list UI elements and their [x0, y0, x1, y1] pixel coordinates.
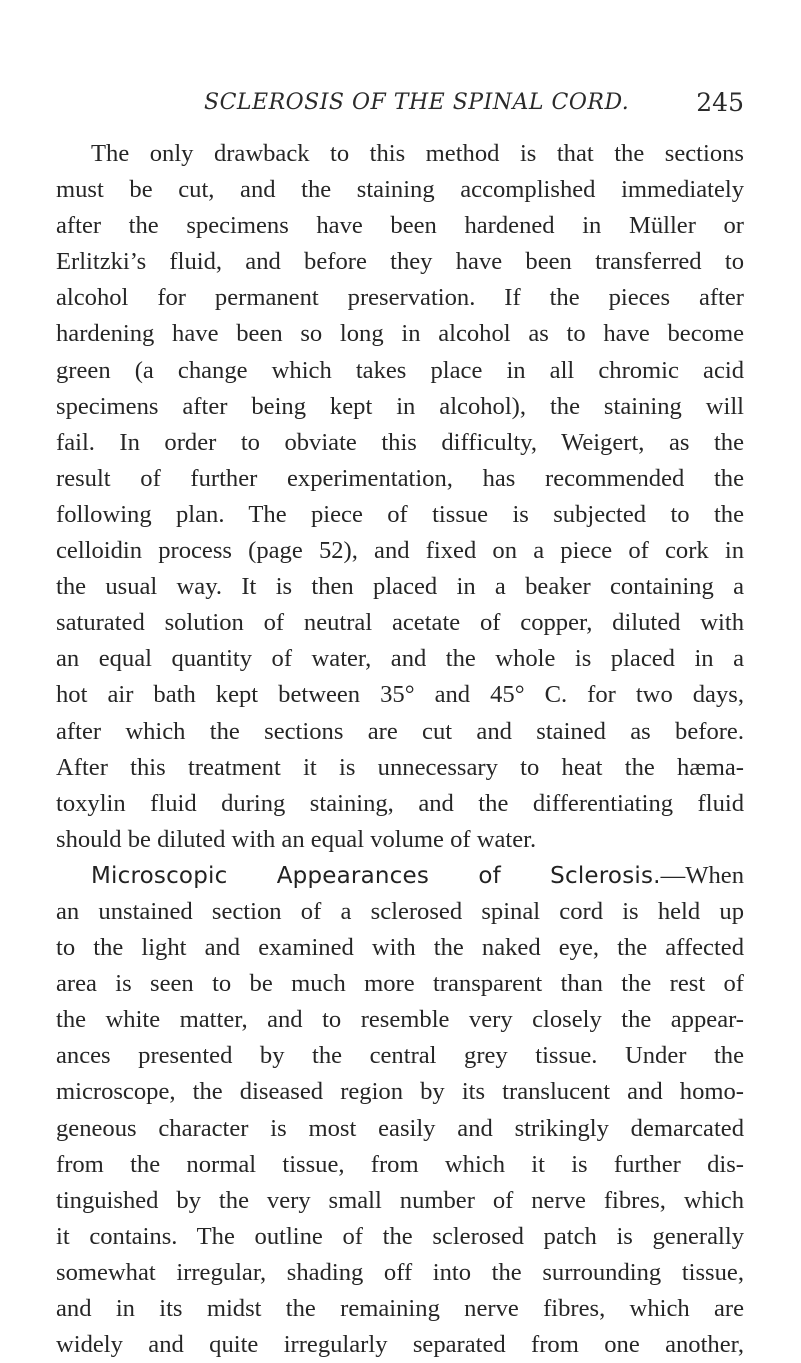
running-head	[204, 90, 744, 124]
text-line: After this treatment it is unnecessary to heat the hæma-	[56, 753, 744, 781]
text-line: green (a change which takes place in all chromic acid	[56, 356, 744, 384]
text-line: the white matter, and to resemble very closely the appear-	[56, 1006, 744, 1034]
text-line: celloidin process (page 52), and fixed on a piece of cork in	[56, 537, 744, 565]
running-title: SCLEROSIS OF THE SPINAL CORD.	[204, 90, 630, 115]
text-line: fail. In order to obviate this difficulty, Weigert, as the	[56, 428, 744, 456]
text-line: alcohol for permanent preservation. If the pieces after	[56, 284, 744, 312]
page-number: 245	[696, 88, 744, 117]
text-line: should be diluted with an equal volume of water.	[56, 825, 537, 853]
text-line: it contains. The outline of the sclerosed patch is generally	[56, 1222, 744, 1250]
text-line: toxylin fluid during staining, and the differentiating fluid	[56, 789, 744, 817]
text-line: result of further experimentation, has recommended the	[56, 464, 744, 492]
text-line: after the specimens have been hardened in Müller or	[56, 212, 744, 240]
paragraph-weigert-method	[56, 136, 744, 858]
text-line: an unstained section of a sclerosed spinal cord is held up	[56, 897, 744, 925]
text-line: ances presented by the central grey tissue. Under the	[56, 1042, 744, 1070]
text-line: from the normal tissue, from which it is further dis-	[56, 1150, 744, 1178]
text-line: to the light and examined with the naked eye, the affected	[56, 934, 744, 962]
text-line: specimens after being kept in alcohol), the staining will	[56, 392, 744, 420]
text-line: microscope, the diseased region by its translucent and homo-	[56, 1078, 744, 1106]
heading-continuation: —When	[660, 861, 744, 889]
text-line: following plan. The piece of tissue is subjected to the	[56, 500, 744, 528]
body-text	[56, 136, 744, 1363]
text-line: an equal quantity of water, and the whole is placed in a	[56, 645, 744, 673]
text-line: and in its midst the remaining nerve fibres, which are	[56, 1295, 744, 1322]
text-line: hardening have been so long in alcohol as to have become	[56, 320, 744, 348]
text-line: widely and quite irregularly separated from one another,	[56, 1331, 744, 1359]
text-line: geneous character is most easily and strikingly demarcated	[56, 1114, 744, 1142]
text-line: hot air bath kept between 35° and 45° C. for two days,	[56, 681, 744, 709]
text-line: must be cut, and the staining accomplished immediately	[56, 176, 744, 204]
section-heading: Microscopic Appearances of Sclerosis.	[91, 862, 661, 889]
text-line: somewhat irregular, shading off into the surrounding tissue,	[56, 1258, 744, 1286]
text-line: after which the sections are cut and stained as before.	[56, 717, 744, 745]
text-line: saturated solution of neutral acetate of copper, diluted with	[56, 609, 744, 637]
section-heading-line	[56, 858, 744, 894]
text-line: Erlitzki’s fluid, and before they have been transferred to	[56, 248, 744, 276]
text-line: area is seen to be much more transparent than the rest of	[56, 970, 744, 998]
paragraph-microscopic-appearances	[56, 858, 744, 1363]
text-line: tinguished by the very small number of nerve fibres, which	[56, 1186, 744, 1214]
text-line: the usual way. It is then placed in a beaker containing a	[56, 573, 744, 601]
text-line: The only drawback to this method is that the sections	[91, 140, 744, 167]
